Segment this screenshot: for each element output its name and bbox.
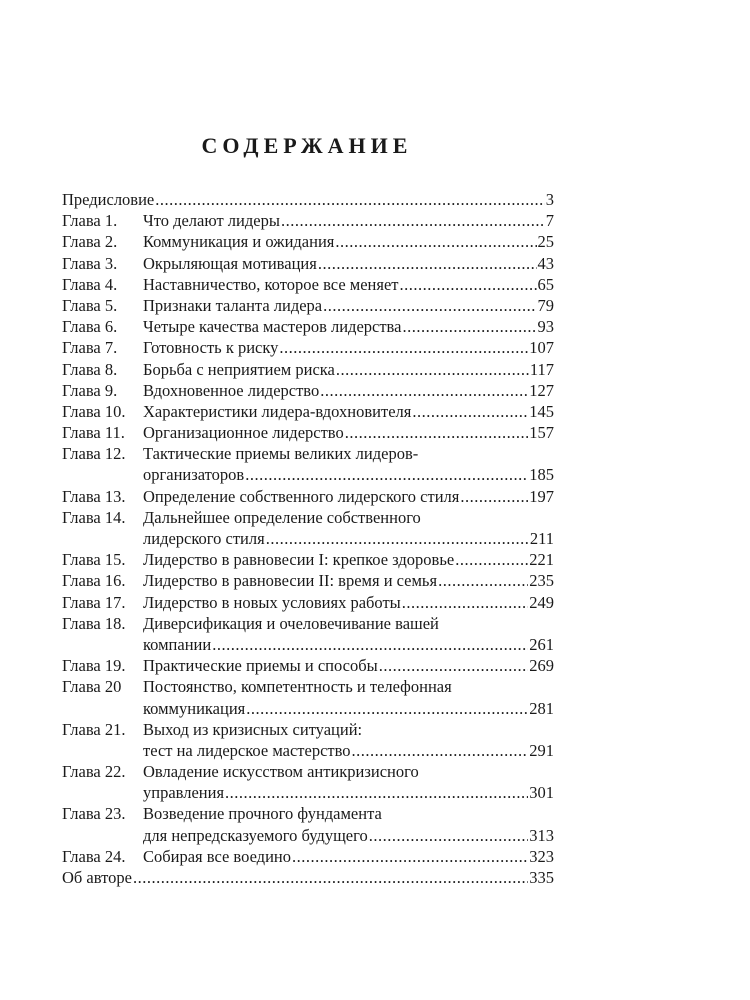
toc-line	[62, 549, 554, 570]
chapter-title: Выход из кризисных ситуаций:	[143, 719, 363, 739]
toc-line	[62, 740, 554, 761]
dot-leader	[292, 846, 528, 867]
toc-entry-chapter	[62, 613, 554, 655]
chapter-number: Глава 9.	[62, 380, 118, 400]
dot-leader	[133, 867, 528, 888]
toc-line	[62, 316, 554, 337]
chapter-title: Окрыляющая мотивация	[143, 253, 317, 273]
toc-line	[62, 528, 554, 549]
toc-line	[62, 782, 554, 803]
toc-page-number: 185	[529, 465, 554, 485]
chapter-number: Глава 21.	[62, 719, 126, 739]
dot-leader	[246, 698, 528, 719]
chapter-title: управления	[143, 783, 225, 803]
toc-entry-chapter	[62, 274, 554, 295]
dot-leader	[345, 422, 529, 443]
chapter-title: Овладение искусством антикризисного	[143, 762, 419, 782]
toc-line	[62, 698, 554, 719]
toc-page-number: 269	[529, 656, 554, 676]
chapter-title: для непредсказуемого будущего	[143, 825, 368, 845]
toc-page-number: 7	[545, 211, 554, 231]
toc-entry-chapter	[62, 803, 554, 845]
table-of-contents	[62, 189, 554, 888]
chapter-number: Глава 4.	[62, 274, 118, 294]
toc-page-number: 127	[529, 380, 554, 400]
dot-leader	[336, 359, 529, 380]
toc-line	[62, 655, 554, 676]
toc-line	[62, 401, 554, 422]
toc-entry-chapter	[62, 486, 554, 507]
toc-line	[62, 486, 554, 507]
chapter-title: Практические приемы и способы	[143, 656, 378, 676]
chapter-title: Наставничество, которое все меняет	[143, 274, 399, 294]
toc-line	[62, 359, 554, 380]
chapter-title: Лидерство в равновесии I: крепкое здоровье	[143, 550, 455, 570]
toc-entry-about	[62, 867, 554, 888]
dot-leader	[352, 740, 529, 761]
chapter-title: Организационное лидерство	[143, 423, 344, 443]
toc-line	[62, 443, 554, 464]
dot-leader	[245, 464, 528, 485]
toc-entry-chapter	[62, 380, 554, 401]
chapter-title: Четыре качества мастеров лидерства	[143, 317, 402, 337]
toc-line	[62, 274, 554, 295]
chapter-number: Глава 17.	[62, 592, 126, 612]
chapter-title: тест на лидерское мастерство	[143, 740, 351, 760]
chapter-number: Глава 14.	[62, 507, 126, 527]
toc-page-number: 323	[529, 846, 554, 866]
chapter-number: Глава 8.	[62, 359, 118, 379]
toc-entry-title: Предисловие	[62, 190, 155, 209]
chapter-title: Вдохновенное лидерство	[143, 380, 320, 400]
chapter-title: Диверсификация и очеловечивание вашей	[143, 613, 439, 633]
toc-line	[62, 867, 554, 888]
chapter-title: Коммуникация и ожидания	[143, 232, 335, 252]
toc-line	[62, 380, 554, 401]
toc-page-number: 221	[529, 550, 554, 570]
chapter-title: Определение собственного лидерского стиля	[143, 486, 460, 506]
toc-entry-chapter	[62, 422, 554, 443]
toc-page-number: 291	[529, 740, 554, 760]
toc-page-number: 197	[529, 486, 554, 506]
toc-line	[62, 761, 554, 782]
toc-entry-chapter	[62, 443, 554, 485]
dot-leader	[455, 549, 528, 570]
toc-entry-chapter	[62, 592, 554, 613]
chapter-number: Глава 22.	[62, 762, 126, 782]
toc-page-number: 281	[529, 698, 554, 718]
toc-entry-chapter	[62, 655, 554, 676]
chapter-title: Постоянство, компетентность и телефонная	[143, 677, 452, 697]
toc-page-number: 261	[529, 634, 554, 654]
toc-line	[62, 189, 554, 210]
toc-line	[62, 803, 554, 824]
dot-leader	[335, 231, 536, 252]
toc-line	[62, 231, 554, 252]
dot-leader	[379, 655, 529, 676]
toc-page-number: 157	[529, 423, 554, 443]
toc-page-number: 25	[537, 232, 554, 252]
chapter-title: компании	[143, 634, 212, 654]
toc-page-number: 301	[529, 783, 554, 803]
chapter-number: Глава 16.	[62, 571, 126, 591]
page-title: СОДЕРЖАНИЕ	[201, 133, 413, 158]
chapter-number: Глава 24.	[62, 846, 126, 866]
toc-line	[62, 613, 554, 634]
chapter-number: Глава 10.	[62, 401, 126, 421]
chapter-title: организаторов	[143, 465, 245, 485]
chapter-title: Характеристики лидера-вдохновителя	[143, 401, 412, 421]
toc-page-number: 3	[545, 190, 554, 209]
dot-leader	[438, 570, 528, 591]
toc-line	[62, 592, 554, 613]
chapter-title: Дальнейшее определение собственного	[143, 507, 421, 527]
toc-page-number: 79	[537, 295, 554, 315]
toc-entry-chapter	[62, 231, 554, 252]
toc-entry-chapter	[62, 676, 554, 718]
toc-page-number: 107	[529, 338, 554, 358]
toc-entry-chapter	[62, 359, 554, 380]
toc-entry-chapter	[62, 507, 554, 549]
chapter-title: Признаки таланта лидера	[143, 295, 323, 315]
dot-leader	[212, 634, 528, 655]
toc-line	[62, 422, 554, 443]
chapter-title: Тактические приемы великих лидеров-	[143, 444, 419, 464]
toc-page-number: 249	[529, 592, 554, 612]
toc-line	[62, 464, 554, 485]
dot-leader	[320, 380, 528, 401]
toc-page-number: 335	[529, 868, 554, 887]
chapter-title: Борьба с неприятием риска	[143, 359, 335, 379]
chapter-number: Глава 3.	[62, 253, 118, 273]
toc-line	[62, 676, 554, 697]
chapter-number: Глава 5.	[62, 295, 118, 315]
toc-page-number: 93	[537, 317, 554, 337]
toc-entry-chapter	[62, 401, 554, 422]
chapter-number: Глава 12.	[62, 444, 126, 464]
toc-line	[62, 210, 554, 231]
toc-entry-chapter	[62, 295, 554, 316]
chapter-title: Лидерство в равновесии II: время и семья	[143, 571, 438, 591]
toc-entry-chapter	[62, 253, 554, 274]
chapter-title: Возведение прочного фундамента	[143, 804, 382, 824]
chapter-number: Глава 13.	[62, 486, 126, 506]
dot-leader	[225, 782, 528, 803]
chapter-number: Глава 2.	[62, 232, 118, 252]
toc-entry-chapter	[62, 570, 554, 591]
chapter-title: коммуникация	[143, 698, 246, 718]
dot-leader	[399, 274, 536, 295]
toc-line	[62, 253, 554, 274]
dot-leader	[460, 486, 528, 507]
chapter-number: Глава 1.	[62, 211, 118, 231]
toc-line	[62, 295, 554, 316]
toc-page-number: 145	[529, 401, 554, 421]
toc-page-number: 117	[529, 359, 554, 379]
chapter-number: Глава 7.	[62, 338, 118, 358]
chapter-title: Собирая все воедино	[143, 846, 291, 866]
chapter-number: Глава 19.	[62, 656, 126, 676]
dot-leader	[412, 401, 528, 422]
toc-line	[62, 337, 554, 358]
dot-leader	[279, 337, 528, 358]
dot-leader	[402, 592, 528, 613]
dot-leader	[318, 253, 537, 274]
toc-page-number: 211	[529, 529, 554, 548]
toc-page-number: 313	[529, 825, 554, 845]
dot-leader	[323, 295, 536, 316]
toc-line	[62, 507, 554, 528]
toc-line	[62, 825, 554, 846]
dot-leader	[402, 316, 536, 337]
chapter-title: лидерского стиля	[143, 529, 265, 548]
dot-leader	[281, 210, 545, 231]
chapter-title: Что делают лидеры	[143, 211, 280, 231]
toc-page-number: 65	[537, 274, 554, 294]
toc-entry-title: Об авторе	[62, 868, 132, 887]
toc-entry-chapter	[62, 719, 554, 761]
toc-entry-preface	[62, 189, 554, 210]
chapter-number: Глава 11.	[62, 423, 125, 443]
toc-page-number: 235	[529, 571, 554, 591]
toc-entry-chapter	[62, 846, 554, 867]
chapter-number: Глава 15.	[62, 550, 126, 570]
chapter-number: Глава 18.	[62, 613, 126, 633]
toc-line	[62, 719, 554, 740]
toc-entry-chapter	[62, 316, 554, 337]
chapter-number: Глава 20	[62, 677, 122, 697]
chapter-list	[62, 210, 554, 867]
toc-line	[62, 846, 554, 867]
chapter-number: Глава 23.	[62, 804, 126, 824]
toc-entry-chapter	[62, 549, 554, 570]
dot-leader	[369, 825, 529, 846]
chapter-title: Лидерство в новых условиях работы	[143, 592, 401, 612]
toc-line	[62, 634, 554, 655]
toc-line	[62, 570, 554, 591]
chapter-number: Глава 6.	[62, 317, 118, 337]
dot-leader	[155, 189, 545, 210]
toc-page-number: 43	[537, 253, 554, 273]
toc-entry-chapter	[62, 210, 554, 231]
toc-entry-chapter	[62, 337, 554, 358]
toc-entry-chapter	[62, 761, 554, 803]
dot-leader	[266, 528, 529, 549]
chapter-title: Готовность к риску	[143, 338, 279, 358]
